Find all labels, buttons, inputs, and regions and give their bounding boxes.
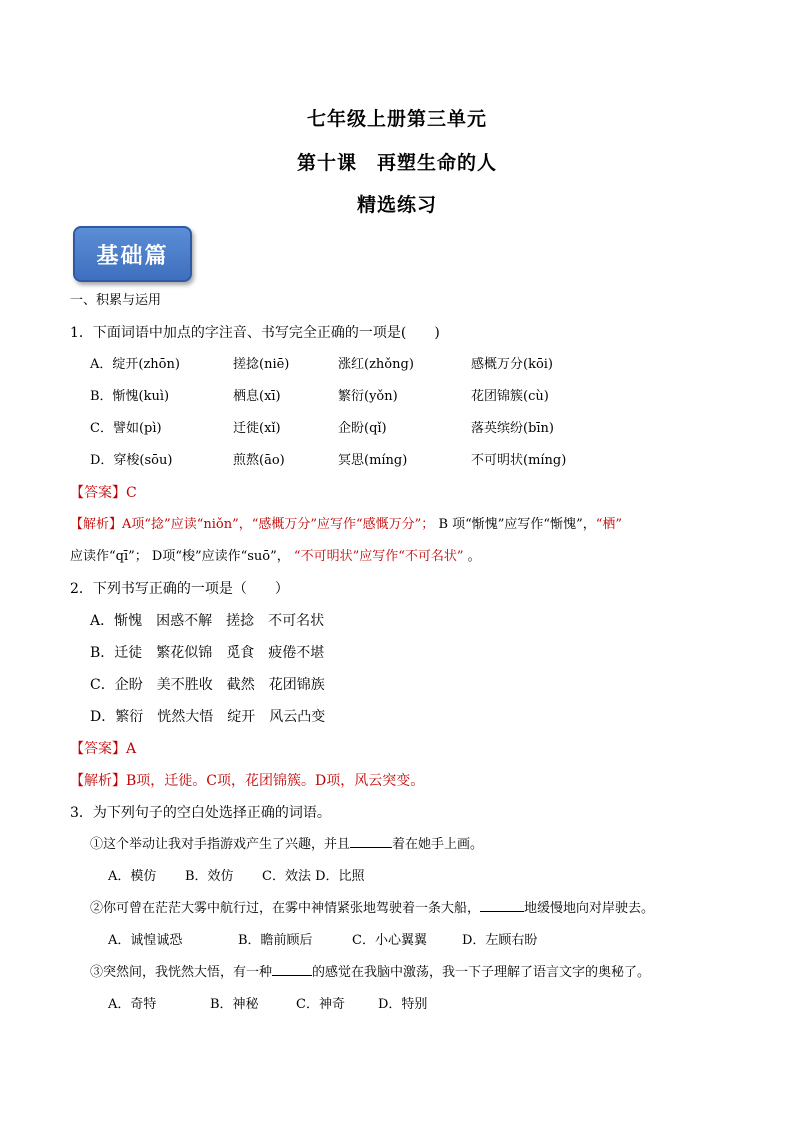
q1-option-a2: 搓捻(niē) [233, 357, 290, 372]
q3-sentence-2 [90, 899, 654, 919]
sentence-text: 着在她手上画。 [392, 837, 484, 852]
sentence-text: 地缓慢地向对岸驶去。 [524, 901, 655, 916]
q2-option-d: D．繁衍 恍然大悟 绽开 风云凸变 [90, 709, 326, 725]
answer-value: A [126, 741, 137, 757]
badge-label: 基础篇 [96, 242, 169, 269]
analysis-text: 应读作“qī”； D项“梭”应读作“suō”， [70, 549, 290, 564]
q1-option-a1: A．绽开(zhōn) [90, 357, 180, 372]
analysis-text: A项“捻”应读“niǒn”， [122, 517, 252, 532]
q2-option-a: A．惭愧 困惑不解 搓捻 不可名状 [90, 613, 325, 629]
q1-option-c3: 企盼(qǐ) [338, 421, 387, 436]
blank-line [350, 847, 392, 848]
sentence-text: ①这个举动让我对手指游戏产生了兴趣，并且 [90, 837, 351, 852]
sentence-text: ②你可曾在茫茫大雾中航行过，在雾中神情紧张地驾驶着一条大船， [90, 901, 481, 916]
option: D．特别 [378, 997, 428, 1012]
q1-option-c1: C．譬如(pì) [90, 421, 162, 436]
q1-analysis-line2 [70, 547, 481, 567]
exercise-title: 精选练习 [356, 194, 437, 216]
q3-s1-options [108, 867, 365, 887]
q2-option-c: C．企盼 美不胜收 截然 花团锦族 [90, 677, 325, 693]
option: B．神秘 [210, 997, 259, 1012]
q1-option-b1: B．惭愧(kuì) [90, 389, 170, 404]
q1-option-d3: 冥思(míng) [338, 453, 408, 468]
option: D．左顾右盼 [462, 933, 538, 948]
grade-unit-title: 七年级上册第三单元 [306, 108, 487, 130]
option: C．神奇 [296, 997, 345, 1012]
analysis-tag: 【解析】 [70, 517, 123, 532]
analysis-tag: 【解析】 [70, 773, 126, 789]
answer-value: C [126, 485, 137, 501]
option: A．奇特 [108, 997, 157, 1012]
analysis-text: 。 [463, 549, 481, 564]
q1-analysis-line1 [70, 515, 622, 535]
option: A．模仿 [108, 869, 157, 884]
option: B．瞻前顾后 [238, 933, 313, 948]
option: A．诚惶诚恐 [108, 933, 183, 948]
q1-option-b2: 栖息(xī) [233, 389, 281, 404]
q1-option-d1: D．穿梭(sōu) [90, 453, 173, 468]
answer-tag: 【答案】 [70, 485, 126, 501]
q1-option-d2: 煎熬(āo) [233, 453, 285, 468]
q3-sentence-3 [90, 963, 650, 983]
analysis-text: “感概万分”应写作“感慨万分”； [251, 517, 435, 532]
option: B．效仿 [185, 869, 234, 884]
q1-option-b4: 花团锦簇(cù) [471, 389, 549, 404]
analysis-text: B 项“惭愧”应写作“惭愧”， [434, 517, 596, 532]
q1-option-d4: 不可明状(míng) [471, 453, 567, 468]
q2-analysis [70, 771, 424, 791]
option: C．小心翼翼 [352, 933, 427, 948]
analysis-text: “不可明状”应写作“不可名状” [289, 549, 464, 564]
q3-stem: 3．为下列句子的空白处选择正确的词语。 [70, 805, 331, 821]
q2-answer [70, 739, 136, 759]
q2-option-b: B．迁徒 繁花似锦 觅食 疲倦不堪 [90, 645, 325, 661]
section-heading: 一、积累与运用 [70, 293, 162, 308]
q1-option-b3: 繁衍(yǒn) [338, 389, 398, 404]
lesson-title: 第十课 再塑生命的人 [296, 152, 497, 174]
q3-s3-options [108, 995, 427, 1015]
q1-answer [70, 483, 137, 503]
q3-s2-options [108, 931, 537, 951]
option: C．效法 D．比照 [262, 869, 365, 884]
blank-line [272, 975, 312, 976]
answer-tag: 【答案】 [70, 741, 126, 757]
q1-option-c2: 迁徙(xǐ) [233, 421, 281, 436]
sentence-text: 的感觉在我脑中激荡，我一下子理解了语言文字的奥秘了。 [312, 965, 651, 980]
blank-line [480, 911, 524, 912]
q2-stem: 2．下列书写正确的一项是（ ） [70, 581, 289, 597]
analysis-text: “栖” [595, 517, 623, 532]
q1-stem: 1．下面词语中加点的字注音、书写完全正确的一项是( ) [70, 325, 440, 341]
analysis-text: B项，迁徙。C项，花团锦簇。D项，风云突变。 [126, 773, 425, 789]
q3-sentence-1 [90, 835, 483, 855]
q1-option-a4: 感概万分(kōi) [471, 357, 554, 372]
q1-option-a3: 涨红(zhǒng) [338, 357, 414, 372]
q1-option-c4: 落英缤纷(bīn) [471, 421, 554, 436]
basic-section-badge [73, 226, 192, 282]
sentence-text: ③突然间，我恍然大悟，有一种 [90, 965, 273, 980]
